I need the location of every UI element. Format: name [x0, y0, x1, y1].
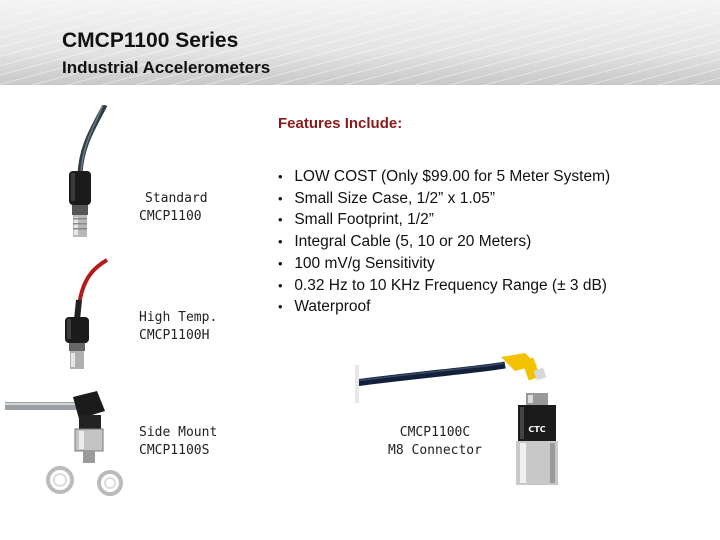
side-mount-sensor-image [5, 385, 130, 500]
feature-text: 100 mV/g Sensitivity [294, 254, 435, 272]
bullet-icon: • [278, 277, 283, 293]
feature-text: Integral Cable (5, 10 or 20 Meters) [294, 233, 532, 251]
standard-model-code: CMCP1100 [139, 209, 202, 224]
list-item [278, 253, 610, 275]
list-item [278, 188, 610, 210]
list-item [278, 275, 610, 297]
list-item [278, 166, 610, 188]
high-temp-label [139, 309, 217, 345]
ctc-logo [524, 425, 550, 434]
list-item [278, 296, 610, 318]
bullet-icon: • [278, 169, 283, 184]
connector-label [383, 424, 487, 460]
connector-model-code: CMCP1100C [399, 425, 471, 440]
bullet-icon: • [278, 212, 283, 228]
high-temp-label-name: High Temp. [139, 310, 218, 325]
ctc-logo-text: CTC [528, 425, 546, 434]
page-subtitle: Industrial Accelerometers [62, 58, 271, 77]
bullet-icon: • [278, 255, 283, 271]
side-mount-label [139, 424, 217, 460]
page-title: CMCP1100 Series [62, 29, 239, 52]
feature-text: Small Footprint, 1/2” [294, 211, 434, 229]
header-band [0, 0, 720, 85]
standard-label-name: Standard [145, 191, 208, 206]
standard-model [139, 208, 202, 226]
feature-text: Small Size Case, 1/2” x 1.05” [294, 189, 496, 207]
bullet-icon: • [278, 190, 283, 206]
feature-text: Waterproof [294, 298, 371, 316]
bullet-icon: • [278, 234, 283, 250]
list-item [278, 231, 610, 253]
connector-sensor-image [512, 393, 562, 485]
feature-text: LOW COST (Only $99.00 for 5 Meter System) [294, 168, 611, 185]
connector-label-name: M8 Connector [388, 443, 482, 458]
high-temp-sensor-image [55, 255, 110, 375]
high-temp-model-code: CMCP1100H [139, 328, 210, 343]
side-mount-model-code: CMCP1100S [139, 443, 210, 458]
standard-label [145, 190, 208, 208]
bullet-icon: • [278, 299, 283, 315]
features-list [278, 166, 610, 318]
standard-sensor-image [55, 105, 110, 245]
feature-text: 0.32 Hz to 10 KHz Frequency Range (± 3 dB) [294, 276, 607, 294]
features-heading: Features Include: [278, 115, 403, 132]
side-mount-label-name: Side Mount [139, 425, 218, 440]
list-item [278, 209, 610, 231]
